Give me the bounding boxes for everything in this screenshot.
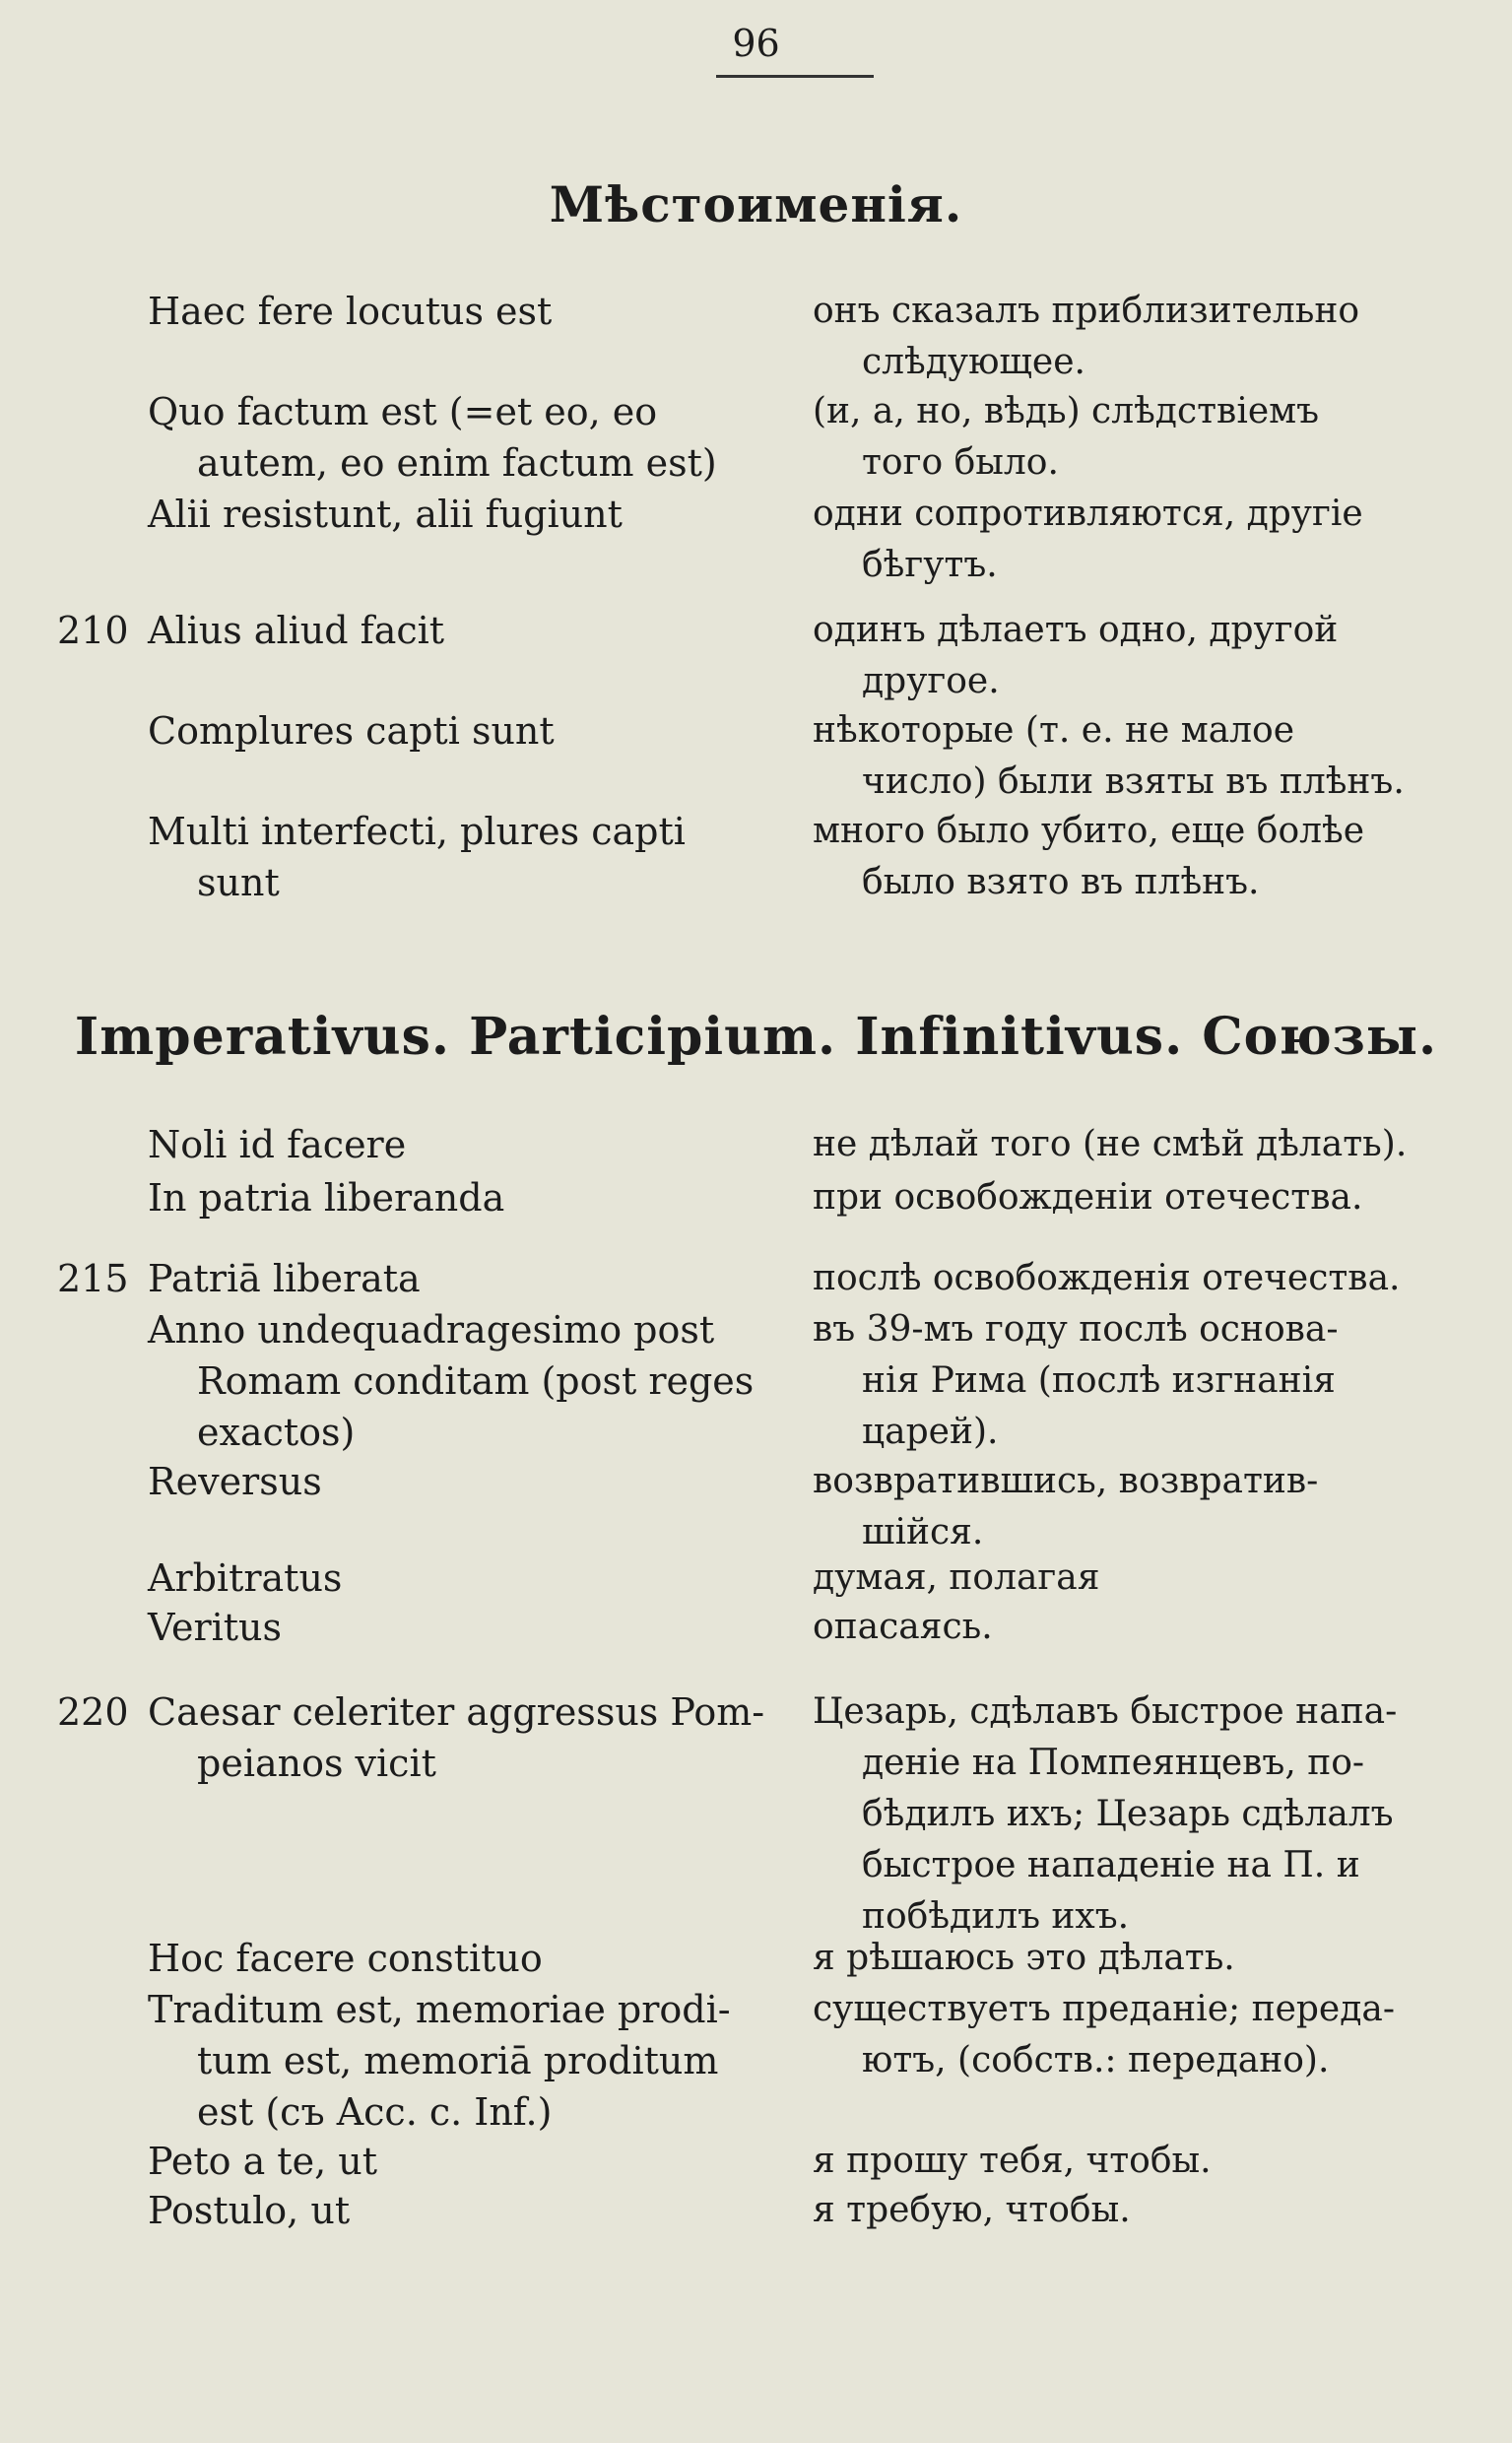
russian-translation: нѣкоторые (т. е. не малое число) были взяты въ плѣнъ.	[813, 710, 1405, 802]
section-title-imperativus: Imperativus. Participium. Infinitivus. Союзы.	[74, 1007, 1438, 1067]
latin-phrase: Reversus	[148, 1460, 322, 1503]
russian-translation: существуетъ преданіе; переда- ютъ, (собств.: передано).	[813, 1989, 1396, 2080]
latin-phrase: Multi interfecti, plures capti sunt	[148, 810, 686, 904]
russian-translation: я рѣшаюсь это дѣлать.	[813, 1938, 1235, 1978]
russian-translation: много было убито, еще болѣе было взято въ плѣнъ.	[813, 811, 1365, 902]
russian-translation: я прошу тебя, чтобы.	[813, 2141, 1212, 2181]
latin-phrase: Postulo, ut	[148, 2189, 351, 2232]
latin-phrase: Patriā liberata	[148, 1257, 421, 1300]
russian-translation: я требую, чтобы.	[813, 2190, 1131, 2230]
latin-phrase: Veritus	[148, 1606, 283, 1649]
russian-translation: послѣ освобожденія отечества.	[813, 1258, 1401, 1298]
latin-phrase: Complures capti sunt	[148, 709, 555, 753]
russian-translation: не дѣлай того (не смѣй дѣлать).	[813, 1124, 1408, 1164]
russian-translation: въ 39-мъ году послѣ основа- нія Рима (послѣ изгнанія царей).	[813, 1309, 1339, 1452]
line-number: 220	[57, 1690, 129, 1734]
line-number: 215	[57, 1257, 129, 1300]
russian-translation: Цезарь, сдѣлавъ быстрое напа- деніе на Помпеянцевъ, по- бѣдилъ ихъ; Цезарь сдѣлалъ быстрое нападеніе на П. и побѣдилъ ихъ.	[813, 1691, 1398, 1937]
latin-phrase: Quo factum est (=et eo, eo autem, eo enim factum est)	[148, 390, 717, 485]
latin-phrase: Haec fere locutus est	[148, 290, 553, 333]
russian-translation: опасаясь.	[813, 1607, 993, 1647]
page-number: 96	[732, 22, 780, 65]
latin-phrase: Peto a te, ut	[148, 2140, 377, 2183]
latin-phrase: Caesar celeriter aggressus Pom- peianos vicit	[148, 1690, 765, 1785]
latin-phrase: Traditum est, memoriae prodi- tum est, memoriā proditum est (съ Acc. c. Inf.)	[148, 1988, 731, 2134]
russian-translation: одни сопротивляются, другіе бѣгутъ.	[813, 494, 1363, 585]
latin-phrase: Noli id facere	[148, 1123, 407, 1166]
latin-phrase: Alii resistunt, alii fugiunt	[148, 493, 623, 536]
latin-phrase: Anno undequadragesimo post Romam conditam (post reges exactos)	[148, 1308, 755, 1454]
russian-translation: онъ сказалъ приблизительно слѣдующее.	[813, 291, 1360, 382]
latin-phrase: Hoc facere constituo	[148, 1937, 543, 1980]
section-title-pronouns: Мѣстоименія.	[549, 175, 963, 233]
russian-translation: (и, а, но, вѣдь) слѣдствіемъ того было.	[813, 391, 1320, 483]
russian-translation: одинъ дѣлаетъ одно, другой другое.	[813, 610, 1339, 701]
latin-phrase: Arbitratus	[148, 1556, 343, 1600]
page-number-rule	[716, 75, 874, 78]
latin-phrase: In patria liberanda	[148, 1176, 505, 1220]
line-number: 210	[57, 609, 129, 652]
russian-translation: думая, полагая	[813, 1557, 1100, 1598]
russian-translation: при освобожденіи отечества.	[813, 1177, 1363, 1218]
latin-phrase: Alius aliud facit	[148, 609, 445, 652]
russian-translation: возвратившись, возвратив- шійся.	[813, 1461, 1319, 1552]
